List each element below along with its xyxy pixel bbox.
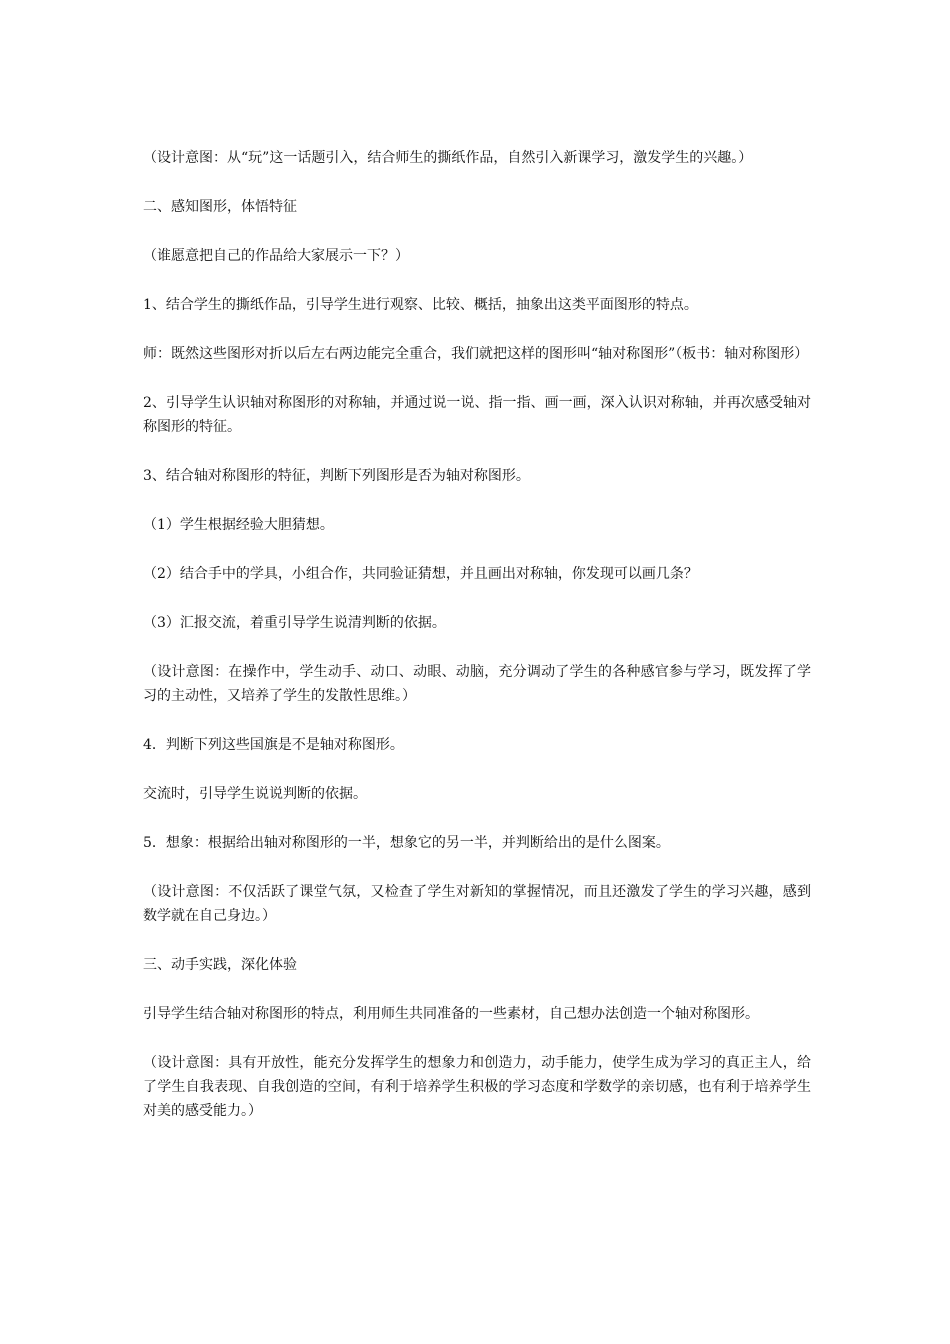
teacher-paragraph: 师：既然这些图形对折以后左右两边能完全重合，我们就把这样的图形叫“轴对称图形”（板书：轴对称图形） <box>143 346 809 362</box>
design-intent-paragraph: （设计意图：不仅活跃了课堂气氛，又检查了学生对新知的掌握情况，而且还激发了学生的学习兴趣，感到数学就在自己身边。） <box>143 884 811 924</box>
step-paragraph: 3、结合轴对称图形的特征，判断下列图形是否为轴对称图形。 <box>143 468 530 484</box>
document-body <box>143 146 811 1148</box>
step-paragraph: 4．判断下列这些国旗是不是轴对称图形。 <box>143 737 404 753</box>
section-heading: 三、动手实践，深化体验 <box>143 957 297 973</box>
design-intent-paragraph: （设计意图：具有开放性，能充分发挥学生的想象力和创造力，动手能力，使学生成为学习的真正主人，给了学生自我表现、自我创造的空间，有利于培养学生积极的学习态度和学数学的亲切感，也有利于培养学生对美的感受能力。） <box>143 1055 811 1119</box>
substep-paragraph: （2）结合手中的学具，小组合作，共同验证猜想，并且画出对称轴，你发现可以画几条？ <box>143 566 698 582</box>
prompt-paragraph: （谁愿意把自己的作品给大家展示一下？） <box>143 248 409 264</box>
step-paragraph: 2、引导学生认识轴对称图形的对称轴，并通过说一说、指一指、画一画，深入认识对称轴，并再次感受轴对称图形的特征。 <box>143 395 811 435</box>
section-heading: 二、感知图形，体悟特征 <box>143 199 297 215</box>
step-paragraph: 5．想象：根据给出轴对称图形的一半，想象它的另一半，并判断给出的是什么图案。 <box>143 835 670 851</box>
step-paragraph: 1、结合学生的撕纸作品，引导学生进行观察、比较、概括，抽象出这类平面图形的特点。 <box>143 297 698 313</box>
substep-paragraph: （1）学生根据经验大胆猜想。 <box>143 517 334 533</box>
body-paragraph: 引导学生结合轴对称图形的特点，利用师生共同准备的一些素材，自己想办法创造一个轴对称图形。 <box>143 1006 759 1022</box>
substep-paragraph: （3）汇报交流，着重引导学生说清判断的依据。 <box>143 615 446 631</box>
design-intent-paragraph: （设计意图：在操作中，学生动手、动口、动眼、动脑，充分调动了学生的各种感官参与学习，既发挥了学习的主动性，又培养了学生的发散性思维。） <box>143 664 811 704</box>
body-paragraph: 交流时，引导学生说说判断的依据。 <box>143 786 367 802</box>
design-intent-paragraph: （设计意图：从“玩”这一话题引入，结合师生的撕纸作品，自然引入新课学习，激发学生的兴趣。） <box>143 150 753 166</box>
